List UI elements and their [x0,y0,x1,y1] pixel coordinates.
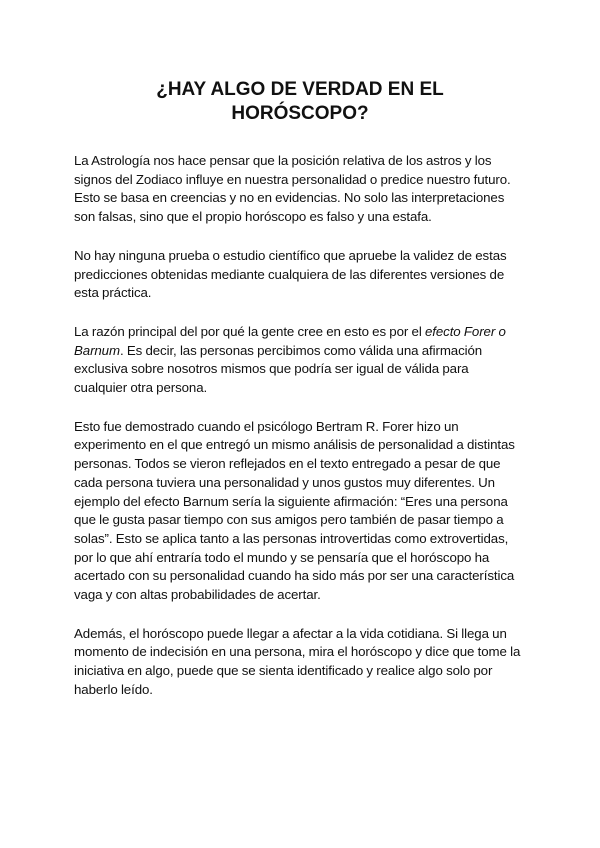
text-line: haberlo leído. [74,681,153,697]
paragraph-astrology-intro [74,152,534,227]
text-line: esta práctica. [74,285,152,301]
title-line-2: HORÓSCOPO? [231,103,369,124]
text-line: predicciones obtenidas mediante cualquiera de las diferentes versiones de [74,266,505,282]
paragraph-no-evidence [74,247,534,303]
italic-term: Barnum [74,342,120,358]
text-line: Además, el horóscopo puede llegar a afectar a la vida cotidiana. Si llega un [74,625,507,641]
page-title [100,78,500,126]
text-line: iniciativa en algo, puede que se sienta identificado y realice algo solo por [74,663,493,679]
text-run: . Es decir, las personas percibimos como válida una afirmación [119,342,483,358]
italic-term: efecto Forer o [424,323,506,339]
paragraph-forer-effect [74,323,534,398]
text-line [74,342,534,361]
text-line: Esto fue demostrado cuando el psicólogo Bertram R. Forer hizo un [74,418,459,434]
text-line: acertado con su personalidad cuando ha sido más por ser una característica [74,568,515,584]
text-line: signos del Zodiaco influye en nuestra personalidad o predice nuestro futuro. [74,171,511,187]
text-line: ejemplo del efecto Barnum sería la siguiente afirmación: “Eres una persona [74,493,508,509]
text-line: exclusiva sobre nosotros mismos que podría ser igual de válida para [74,361,469,377]
title-line-1: ¿HAY ALGO DE VERDAD EN EL [156,79,444,100]
text-line: Esto se basa en creencias y no en evidencias. No solo las interpretaciones [74,190,505,206]
text-line: que le gusta pasar tiempo con sus amigos pero también de pasar tiempo a [74,512,504,528]
text-line: cualquier otra persona. [74,380,208,396]
text-line: son falsas, sino que el propio horóscopo es falso y una estafa. [74,209,432,225]
text-line: cada persona tuviera una personalidad y unos gustos muy diferentes. Un [74,474,495,490]
document-body [74,152,534,720]
text-line: No hay ninguna prueba o estudio científico que apruebe la validez de estas [74,247,507,263]
text-line: La Astrología nos hace pensar que la posición relativa de los astros y los [74,153,492,168]
text-run: La razón principal del por qué la gente cree en esto es por el [74,323,425,339]
text-line: solas”. Esto se aplica tanto a las personas introvertidas como extrovertidas, [74,530,509,546]
text-line: momento de indecisión en una persona, mira el horóscopo y dice que tome la [74,644,521,660]
text-line: por lo que ahí entraría todo el mundo y se pensaría que el horóscopo ha [74,549,490,565]
text-line [74,323,534,342]
paragraph-forer-experiment [74,418,534,605]
text-line: personas. Todos se vieron reflejados en el texto entregado a pesar de que [74,456,501,472]
paragraph-daily-life [74,625,534,700]
text-line: experimento en el que entregó un mismo análisis de personalidad a distintas [74,437,515,453]
text-line: vaga y con altas probabilidades de acertar. [74,587,321,603]
